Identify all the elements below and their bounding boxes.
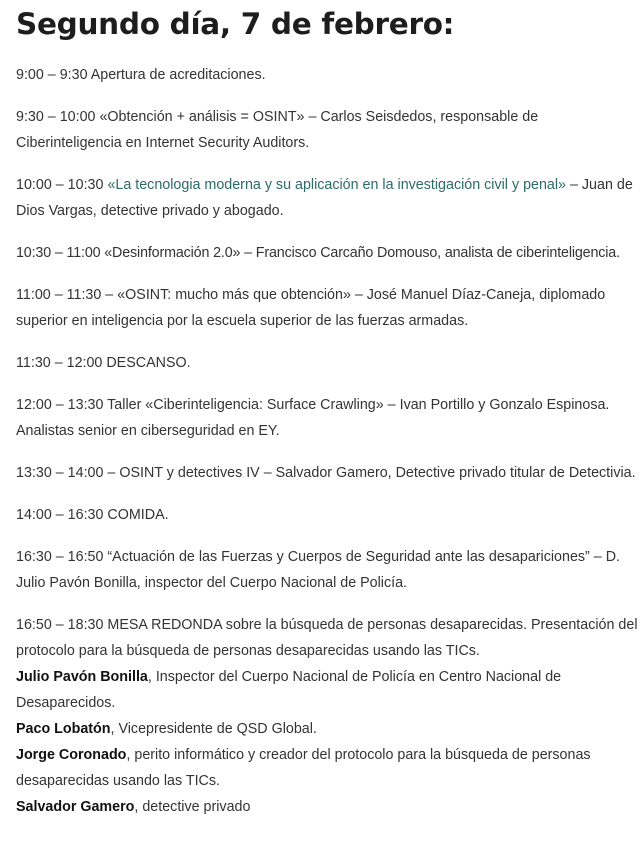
agenda-item-1000 xyxy=(16,172,638,224)
panelist xyxy=(16,794,638,820)
panelist-role: , perito informático y creador del protocolo para la búsqueda de personas desaparecidas usando las TICs. xyxy=(16,747,591,789)
panelist-name: Julio Pavón Bonilla xyxy=(16,669,148,685)
agenda-item-speaker: – Juan de Dios Vargas, detective privado y abogado. xyxy=(16,177,633,219)
panelist xyxy=(16,742,638,794)
panelist-role: , Inspector del Cuerpo Nacional de Policía en Centro Nacional de Desaparecidos. xyxy=(16,669,562,711)
panelist-role: , detective privado xyxy=(134,799,251,815)
panelist-name: Paco Lobatón xyxy=(16,721,111,737)
agenda-item-0930: 9:30 – 10:00 «Obtención + análisis = OSINT» – Carlos Seisdedos, responsable de Ciberinteligencia en Internet Security Auditors. xyxy=(16,109,539,151)
agenda-item-1400: 14:00 – 16:30 COMIDA. xyxy=(16,507,169,523)
talk-link[interactable]: «La tecnologia moderna y su aplicación en la investigación civil y penal» xyxy=(107,177,567,193)
agenda-item-0900: 9:00 – 9:30 Apertura de acreditaciones. xyxy=(16,67,266,83)
panelist-name: Jorge Coronado xyxy=(16,747,127,763)
panelist-role: , Vicepresidente de QSD Global. xyxy=(110,721,317,737)
agenda-item-1630: 16:30 – 16:50 “Actuación de las Fuerzas y Cuerpos de Seguridad ante las desapariciones” – D. Julio Pavón Bonilla, inspector del Cuerpo Nacional de Policía. xyxy=(16,549,621,591)
page-title: Segundo día, 7 de febrero: xyxy=(16,7,455,41)
agenda-item-1130: 11:30 – 12:00 DESCANSO. xyxy=(16,355,191,371)
agenda-item-1650 xyxy=(16,612,638,820)
panelist xyxy=(16,664,638,716)
agenda-item-1100: 11:00 – 11:30 – «OSINT: mucho más que obtención» – José Manuel Díaz-Caneja, diplomado superior en inteligencia por la escuela superior de las fuerzas armadas. xyxy=(16,287,606,329)
agenda-item-1330: 13:30 – 14:00 – OSINT y detectives IV – Salvador Gamero, Detective privado titular de Detectivia. xyxy=(16,465,636,481)
agenda-item-1200: 12:00 – 13:30 Taller «Ciberinteligencia: Surface Crawling» – Ivan Portillo y Gonzalo Espinosa. Analistas senior en ciberseguridad en EY. xyxy=(16,397,610,439)
round-table-intro: 16:50 – 18:30 MESA REDONDA sobre la búsqueda de personas desaparecidas. Presentación del protocolo para la búsqueda de personas desaparecidas usando las TICs. xyxy=(16,617,638,659)
panelist-name: Salvador Gamero xyxy=(16,799,135,815)
panelist xyxy=(16,716,638,742)
agenda-item-1030: 10:30 – 11:00 «Desinformación 2.0» – Francisco Carcaño Domouso, analista de ciberinteligencia. xyxy=(16,245,620,261)
agenda-document xyxy=(16,0,638,820)
agenda-item-time: 10:00 – 10:30 xyxy=(16,177,108,193)
